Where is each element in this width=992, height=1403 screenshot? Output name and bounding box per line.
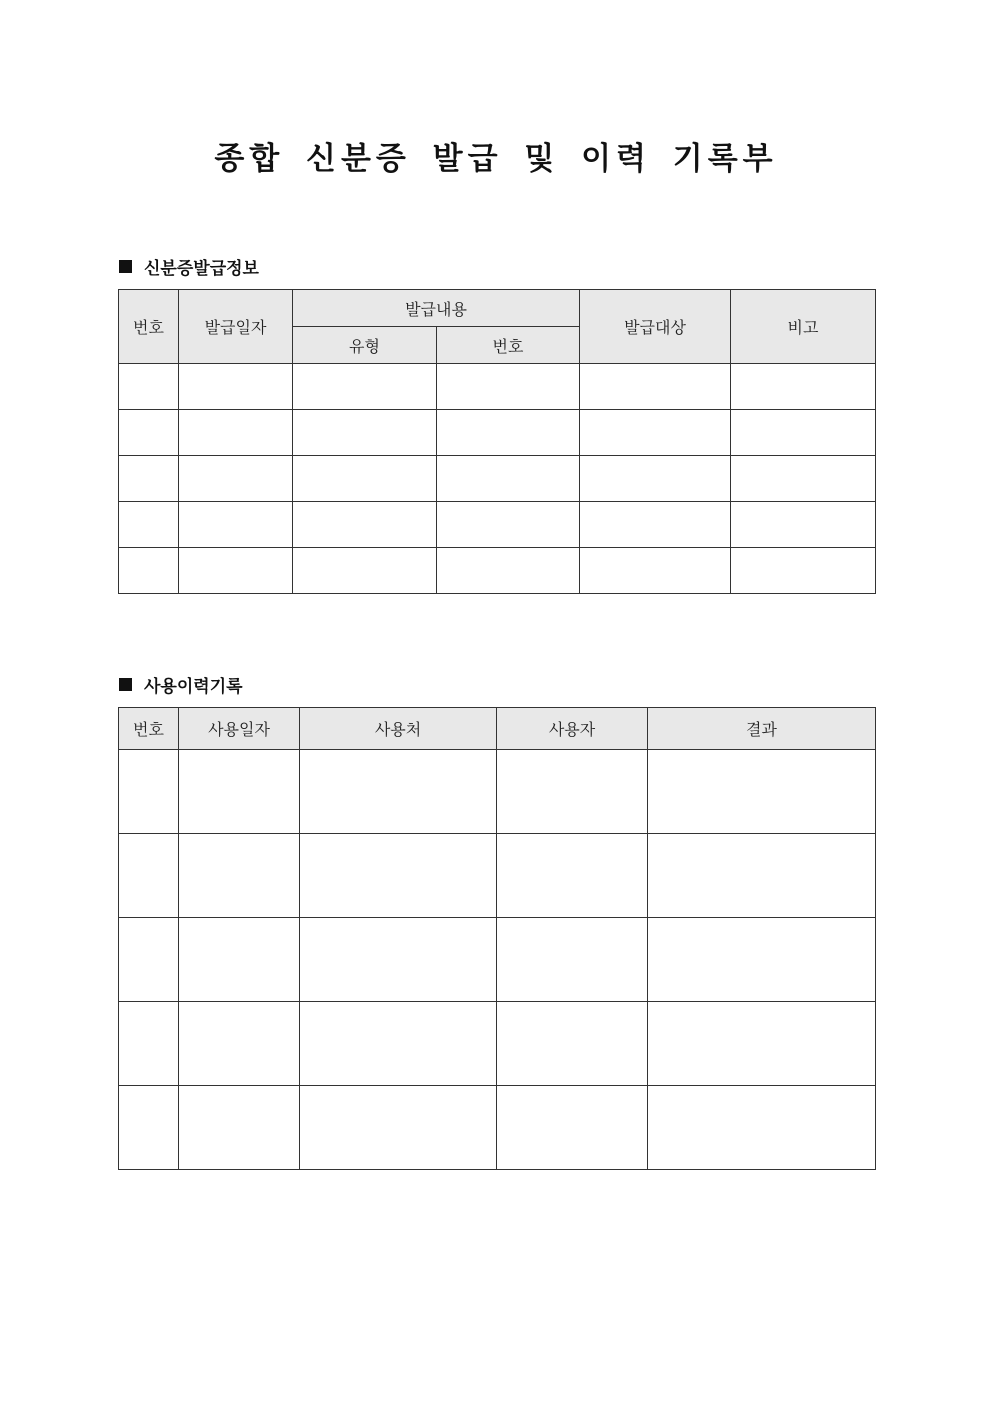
table-cell[interactable] xyxy=(497,750,648,834)
header-user: 사용자 xyxy=(497,708,648,750)
square-bullet-icon xyxy=(119,678,132,691)
page-title: 종합 신분증 발급 및 이력 기록부 xyxy=(214,141,778,177)
square-bullet-icon xyxy=(119,260,132,273)
table-cell[interactable] xyxy=(437,502,580,548)
issue-info-table xyxy=(118,289,876,594)
header-result: 결과 xyxy=(648,708,876,750)
table-cell[interactable] xyxy=(497,1086,648,1170)
table-cell[interactable] xyxy=(300,1086,497,1170)
table-row xyxy=(119,1002,876,1086)
table-cell[interactable] xyxy=(731,548,876,594)
table-cell[interactable] xyxy=(580,548,731,594)
table-cell[interactable] xyxy=(119,1002,179,1086)
table-cell[interactable] xyxy=(119,1086,179,1170)
table-cell[interactable] xyxy=(731,364,876,410)
table-cell[interactable] xyxy=(119,364,179,410)
table-cell[interactable] xyxy=(293,548,437,594)
table-cell[interactable] xyxy=(179,456,293,502)
table-row xyxy=(119,502,876,548)
table-row xyxy=(119,918,876,1002)
table-cell[interactable] xyxy=(300,750,497,834)
table-row xyxy=(119,834,876,918)
table-cell[interactable] xyxy=(179,918,300,1002)
table-cell[interactable] xyxy=(179,364,293,410)
table-row xyxy=(119,750,876,834)
table-cell[interactable] xyxy=(179,1086,300,1170)
table-cell[interactable] xyxy=(580,502,731,548)
table-row xyxy=(119,1086,876,1170)
table-header-row xyxy=(119,708,876,750)
table-cell[interactable] xyxy=(293,502,437,548)
table-cell[interactable] xyxy=(119,834,179,918)
table-cell[interactable] xyxy=(437,364,580,410)
usage-history-table xyxy=(118,707,876,1170)
table-cell[interactable] xyxy=(580,456,731,502)
table-cell[interactable] xyxy=(497,918,648,1002)
table-cell[interactable] xyxy=(300,834,497,918)
table-cell[interactable] xyxy=(731,456,876,502)
table-cell[interactable] xyxy=(293,410,437,456)
table-cell[interactable] xyxy=(648,918,876,1002)
table-cell[interactable] xyxy=(648,1086,876,1170)
table-cell[interactable] xyxy=(580,364,731,410)
table-cell[interactable] xyxy=(437,548,580,594)
issue-section-heading xyxy=(119,254,259,279)
header-issue-target: 발급대상 xyxy=(580,290,731,364)
table-cell[interactable] xyxy=(119,548,179,594)
table-cell[interactable] xyxy=(119,456,179,502)
table-cell[interactable] xyxy=(119,918,179,1002)
table-cell[interactable] xyxy=(648,834,876,918)
table-cell[interactable] xyxy=(437,410,580,456)
table-cell[interactable] xyxy=(293,456,437,502)
table-cell[interactable] xyxy=(648,750,876,834)
header-number: 번호 xyxy=(119,290,179,364)
table-cell[interactable] xyxy=(179,410,293,456)
table-cell[interactable] xyxy=(497,1002,648,1086)
usage-section-heading xyxy=(119,672,243,697)
table-cell[interactable] xyxy=(300,918,497,1002)
table-cell[interactable] xyxy=(119,750,179,834)
header-issue-content: 발급내용 xyxy=(293,290,580,327)
header-remarks: 비고 xyxy=(731,290,876,364)
issue-section-label: 신분증발급정보 xyxy=(144,259,259,279)
table-cell[interactable] xyxy=(300,1002,497,1086)
table-header-row xyxy=(119,290,876,327)
table-cell[interactable] xyxy=(179,834,300,918)
table-cell[interactable] xyxy=(580,410,731,456)
header-type: 유형 xyxy=(293,327,437,364)
usage-section-label: 사용이력기록 xyxy=(144,677,243,697)
table-cell[interactable] xyxy=(119,410,179,456)
header-issue-date: 발급일자 xyxy=(179,290,293,364)
header-id-number: 번호 xyxy=(437,327,580,364)
table-cell[interactable] xyxy=(179,502,293,548)
table-row xyxy=(119,410,876,456)
header-number: 번호 xyxy=(119,708,179,750)
header-use-date: 사용일자 xyxy=(179,708,300,750)
table-cell[interactable] xyxy=(731,410,876,456)
table-row xyxy=(119,456,876,502)
table-row xyxy=(119,364,876,410)
table-cell[interactable] xyxy=(179,1002,300,1086)
table-cell[interactable] xyxy=(437,456,580,502)
table-row xyxy=(119,548,876,594)
table-cell[interactable] xyxy=(179,548,293,594)
table-cell[interactable] xyxy=(179,750,300,834)
header-use-place: 사용처 xyxy=(300,708,497,750)
table-cell[interactable] xyxy=(119,502,179,548)
table-cell[interactable] xyxy=(731,502,876,548)
table-cell[interactable] xyxy=(497,834,648,918)
table-cell[interactable] xyxy=(648,1002,876,1086)
table-cell[interactable] xyxy=(293,364,437,410)
